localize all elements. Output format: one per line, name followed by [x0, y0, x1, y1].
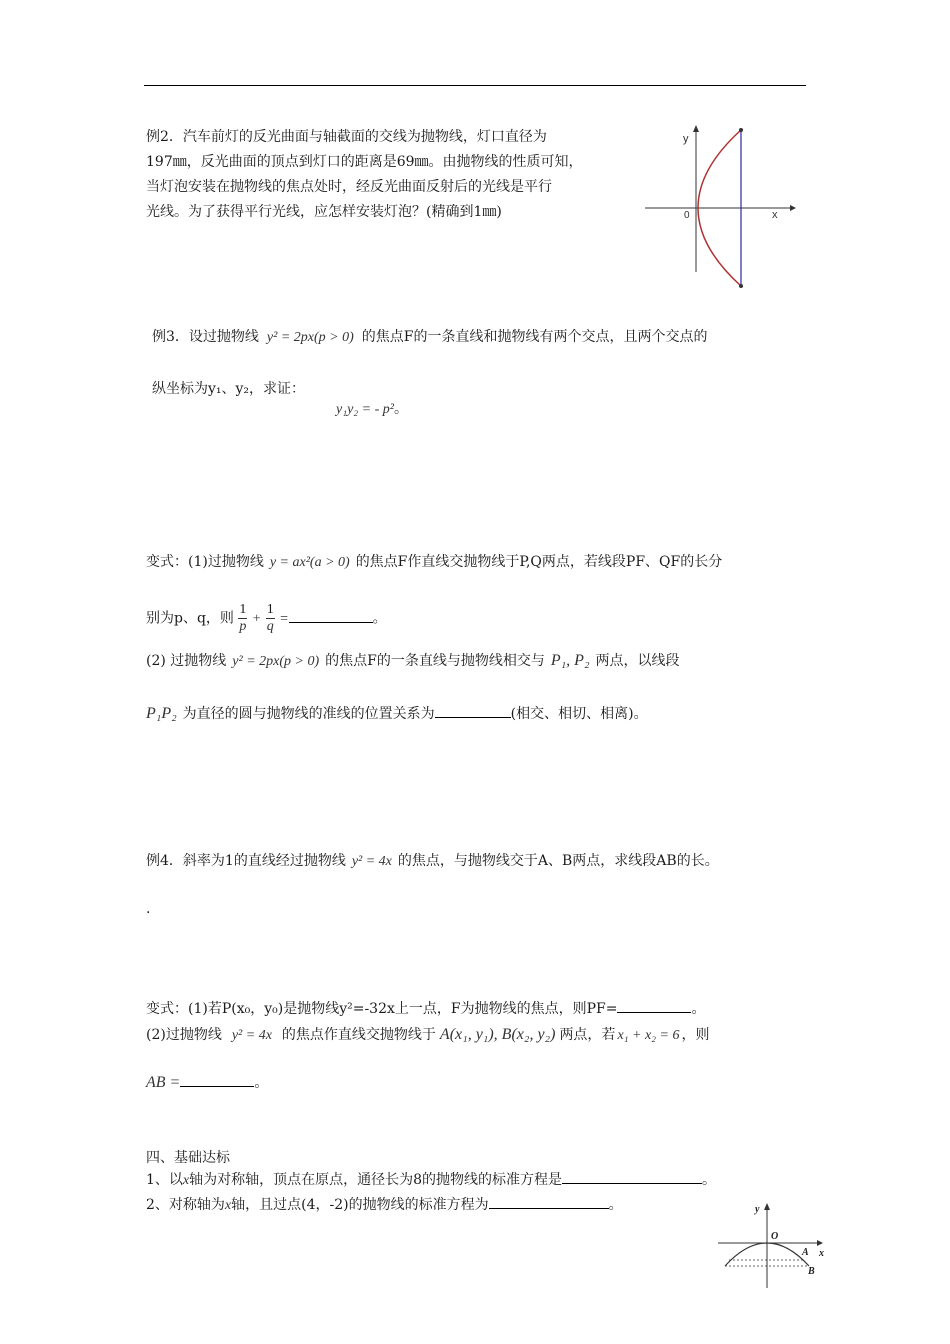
var1-text-c: 别为p、q，则 — [146, 610, 234, 627]
var1-p2-text-e: (相交、相切、相离)。 — [510, 706, 648, 722]
ex3-line1 — [152, 326, 707, 349]
var2-p2-text-c: 两点，若 — [559, 1027, 616, 1043]
x-axis-arrow — [817, 1240, 823, 1246]
var1-p2-text-c: 两点，以线段 — [595, 653, 680, 669]
var1-line2 — [146, 602, 387, 635]
section-four-title: 四、基础达标 — [146, 1150, 230, 1166]
x-axis-label: x — [819, 1248, 824, 1259]
var2-p2-text-b: 的焦点作直线交抛物线于 — [281, 1027, 436, 1043]
ex3-text-b: 的焦点F的一条直线和抛物线有两个交点，且两个交点的 — [361, 329, 708, 345]
ex4-text-b: 的焦点，与抛物线交于A、B两点，求线段AB的长。 — [397, 853, 719, 869]
var2-p2-condition: x₁ + x₂ = 6 — [617, 1028, 680, 1043]
var1-period: 。 — [372, 610, 387, 627]
answer-blank-1 — [289, 608, 373, 623]
point-a-label: A — [802, 1247, 809, 1258]
ex3-text-c: 纵坐标为y₁、y₂，求证： — [152, 381, 306, 397]
var1-text-a: 变式：(1)过抛物线 — [146, 554, 264, 570]
ex4-line1 — [146, 850, 719, 873]
ex3-equation: y² = 2px(p > 0) — [266, 330, 354, 345]
plus-sign: + — [251, 611, 262, 627]
var1-p2-text-a: (2) 过抛物线 — [146, 653, 227, 669]
y-axis-arrow — [693, 125, 699, 132]
x-axis-arrow — [790, 205, 796, 211]
ex3-text-a: 例3．设过抛物线 — [152, 329, 259, 345]
ex3-product-equation: y₁y₂ = - p² — [336, 402, 394, 417]
origin-label: O — [771, 1231, 779, 1242]
var2-line1 — [146, 998, 705, 1020]
origin-label: 0 — [684, 210, 690, 221]
answer-blank-3 — [617, 998, 691, 1013]
ex4-equation: y² = 4x — [351, 854, 392, 869]
ex3-line2 — [152, 378, 305, 400]
ex2-line4: 光线。为了获得平行光线，应怎样安装灯泡？(精确到1㎜) — [146, 204, 502, 220]
var1-line1 — [146, 551, 722, 574]
ex3-text-d: 。 — [393, 401, 408, 417]
sec4-question-1: 1、以x轴为对称轴，顶点在原点，通径长为8的抛物线的标准方程是 。 — [146, 1169, 716, 1192]
sec4-question-2: 2、对称轴为x轴，且过点(4，-2)的抛物线的标准方程为 。 — [146, 1194, 623, 1217]
fraction-1-over-q: $\frac{1}{q}$ — [266, 602, 274, 634]
arch-parabola-figure — [715, 1200, 830, 1290]
var1-equation: y = ax²(a > 0) — [269, 555, 350, 570]
y-axis-label: y — [683, 133, 689, 145]
var1-part2-line2 — [146, 703, 648, 725]
var1-p2-equation: y² = 2px(p > 0) — [232, 654, 320, 669]
var1-p2-segment: P₁P₂ — [146, 705, 177, 722]
headlight-parabola-figure — [640, 122, 800, 302]
ex4-text-a: 例4．斜率为1的直线经过抛物线 — [146, 853, 346, 869]
top-point — [739, 128, 743, 132]
var2-p2-points: A(x₁, y₁), B(x₂, y₂) — [439, 1026, 556, 1043]
bottom-point — [739, 284, 743, 288]
answer-blank-6 — [489, 1194, 609, 1209]
fraction-1-over-p: $\frac{1}{p}$ — [239, 602, 247, 634]
ex4-dot: . — [146, 901, 151, 917]
var1-p2-points: P₁, P₂ — [550, 652, 590, 669]
ex2-line2: 197㎜，反光曲面的顶点到灯口的距离是69㎜。由抛物线的性质可知， — [146, 154, 583, 170]
var1-p2-text-d: 为直径的圆与抛物线的准线的位置关系为 — [182, 706, 435, 722]
answer-blank-2 — [435, 703, 511, 718]
var2-p2-equation: y² = 4x — [231, 1028, 272, 1043]
ex3-line3 — [336, 398, 408, 421]
var1-p2-text-b: 的焦点F的一条直线与抛物线相交与 — [325, 653, 545, 669]
equals-sign: = — [279, 611, 289, 627]
var2-text-b: 。 — [691, 1001, 706, 1017]
x-axis-label: x — [772, 209, 778, 221]
ex2-line3: 当灯泡安装在抛物线的焦点处时，经反光曲面反射后的光线是平行 — [146, 179, 552, 195]
y-axis-arrow — [764, 1203, 770, 1210]
var2-text-a: 变式：(1)若P(x₀，y₀)是抛物线y²=-32x上一点，F为抛物线的焦点，则PF= — [146, 1001, 618, 1017]
ex2-line1: 例2．汽车前灯的反光曲面与轴截面的交线为抛物线，灯口直径为 — [146, 129, 547, 145]
var1-text-b: 的焦点F作直线交抛物线于P,Q两点，若线段PF、QF的长分 — [355, 554, 723, 570]
var2-p2-text-a: (2)过抛物线 — [146, 1027, 222, 1043]
header-rule — [144, 85, 806, 86]
var2-line2 — [146, 1024, 710, 1047]
ab-label: AB = — [146, 1074, 181, 1091]
var2-p2-text-d: ，则 — [681, 1027, 710, 1043]
var1-part2-line1 — [146, 650, 680, 673]
point-b-label: B — [808, 1266, 815, 1277]
answer-blank-4 — [180, 1072, 254, 1087]
y-axis-label: y — [755, 1204, 760, 1215]
var2-line3 — [146, 1072, 268, 1094]
answer-blank-5 — [562, 1169, 702, 1184]
var2-text-e: 。 — [254, 1075, 269, 1091]
